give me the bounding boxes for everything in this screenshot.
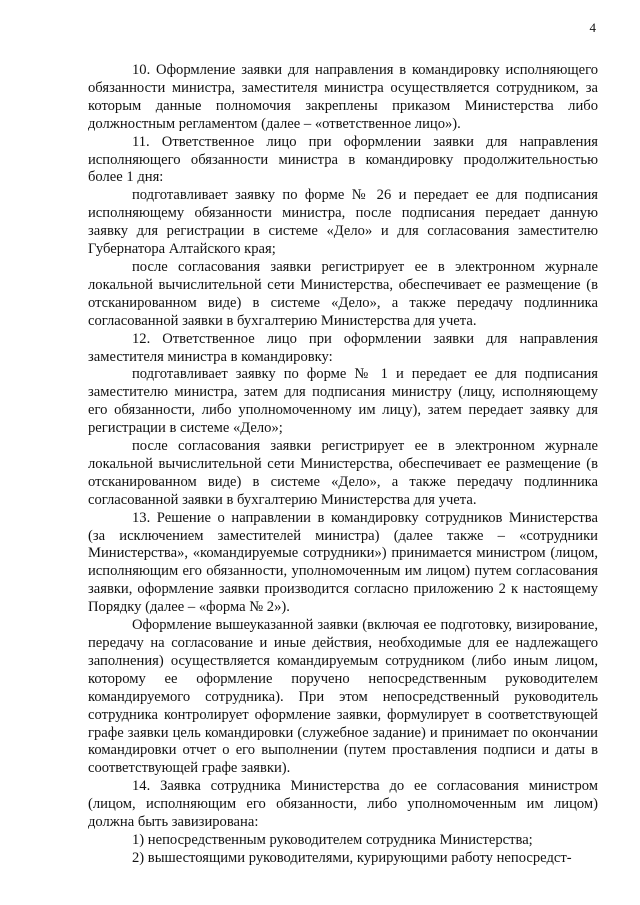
paragraph-14-item-1: 1) непосредственным руководителем сотрудника Министерства; <box>132 831 533 848</box>
paragraph-12: 12. Ответственное лицо при оформлении заявки для направления заместителя министра в командировку: <box>88 330 598 365</box>
document-body <box>88 62 598 868</box>
paragraph-13: 13. Решение о направлении в командировку сотрудников Министерства (за исключением заместителей министра) (далее также – «сотрудники Министерства», «командируемые сотрудники») принимается министром (лицом, исполняющим его обязанности, уполномоченным им лицом) путем согласования заявки, оформление заявки производится согласно приложению 2 к настоящему Порядку (далее – «форма № 2»). <box>88 509 598 616</box>
paragraph-14: 14. Заявка сотрудника Министерства до ее согласования министром (лицом, исполняющим его обязанности, либо уполномоченным им лицом) должна быть завизирована: <box>88 778 598 831</box>
paragraph-10: 10. Оформление заявки для направления в командировку исполняющего обязанности министра, заместителя министра осуществляется сотрудником, за которым данные полномочия закреплены приказом Министерства либо должностным регламентом (далее – «ответственное лицо»). <box>88 62 598 132</box>
paragraph-11-item-1: подготавливает заявку по форме № 26 и передает ее для подписания исполняющему обязанности министра, после подписания передает данную заявку для регистрации в системе «Дело» и для согласования заместителю Губернатора Алтайского края; <box>88 187 598 258</box>
paragraph-12-item-2: после согласования заявки регистрирует ее в электронном журнале локальной вычислительной сети Министерства, обеспечивает ее размещение (в отсканированном виде) в системе «Дело», а также передачу подлинника согласованной заявки в бухгалтерию Министерства для учета. <box>88 438 598 508</box>
paragraph-13-continuation: Оформление вышеуказанной заявки (включая ее подготовку, визирование, передачу на согласование и иные действия, необходимые для ее надлежащего заполнения) осуществляется командируемым сотрудником (либо иным лицом, которому ее оформление поручено непосредственным руководителем командируемого сотрудника). При этом непосредственный руководитель сотрудника контролирует оформление заявки, формулирует в соответствующей графе заявки цель командировки (служебное задание) и принимает по окончании командировки отчет о его выполнении (путем проставления подписи и даты в соответствующей графе заявки). <box>88 617 598 777</box>
paragraph-12-item-1: подготавливает заявку по форме № 1 и передает ее для подписания заместителю министра, затем для подписания министру (лицу, исполняющему его обязанности, либо уполномоченному им лицу), затем передает заявку для регистрации в системе «Дело»; <box>88 366 598 437</box>
paragraph-11-item-2: после согласования заявки регистрирует ее в электронном журнале локальной вычислительной сети Министерства, обеспечивает ее размещение (в отсканированном виде) в системе «Дело», а также передачу подлинника согласованной заявки в бухгалтерию Министерства для учета. <box>88 258 598 329</box>
paragraph-11: 11. Ответственное лицо при оформлении заявки для направления исполняющего обязанности министра в командировку продолжительностью более 1 дня: <box>88 133 598 186</box>
paragraph-14-item-2: 2) вышестоящими руководителями, курирующими работу непосредст- <box>132 849 572 866</box>
page-number: 4 <box>589 20 596 35</box>
